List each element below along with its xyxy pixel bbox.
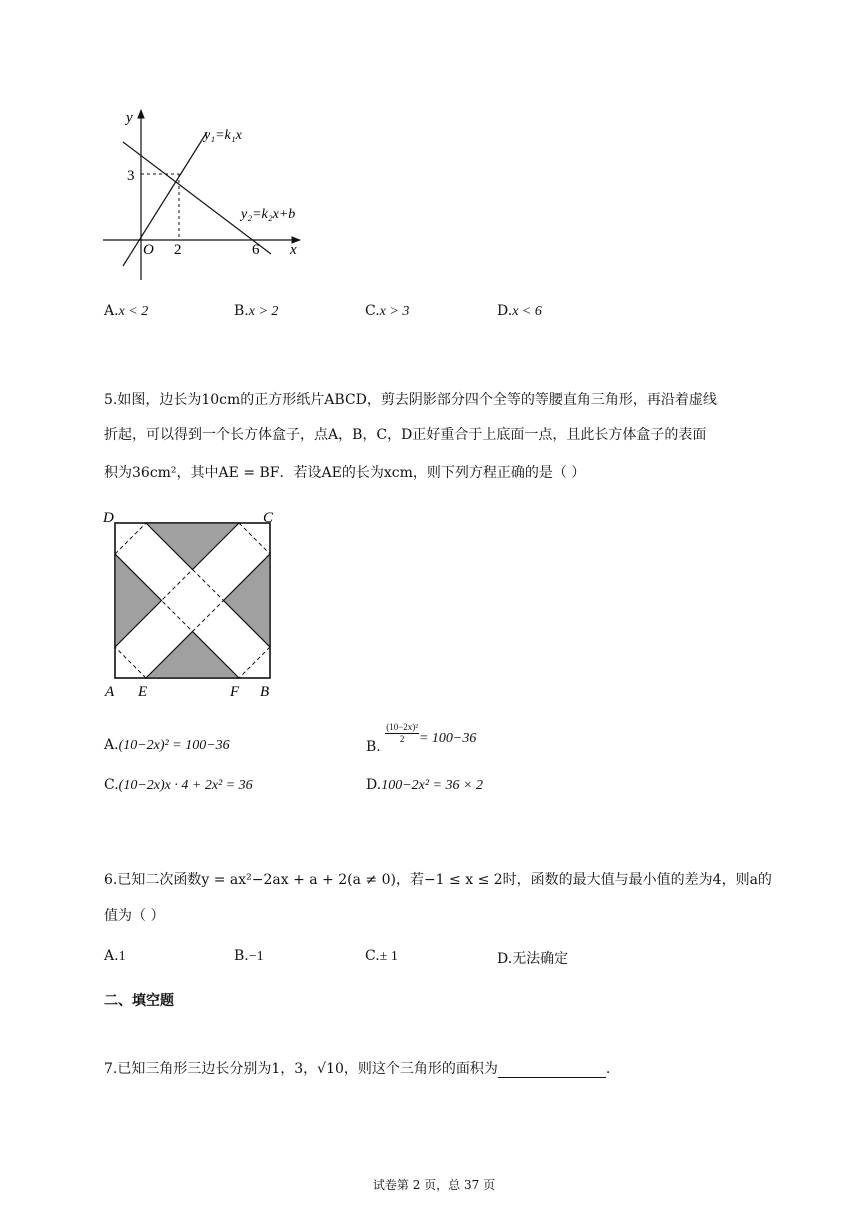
tick-y-3: 3 <box>127 168 135 184</box>
label-f: F <box>230 684 240 700</box>
q4-option-b: B.x > 2 <box>234 303 279 319</box>
page-footer: 试卷第 2 页，总 37 页 <box>372 1178 496 1192</box>
tick-x-6: 6 <box>252 242 260 258</box>
q4-graph <box>95 104 310 284</box>
q5-option-b: B. $\frac{\text{(10−2x)²}}{2}$ = 100−36 <box>366 722 477 755</box>
label-a: A <box>105 684 115 700</box>
frac-num: (10−2x)² <box>386 722 418 732</box>
q6-option-c: C.± 1 <box>365 948 398 964</box>
q4-option-a: A.x < 2 <box>104 303 149 319</box>
tick-x-2: 2 <box>174 242 182 258</box>
y-axis-label: y <box>126 110 133 126</box>
dash-fold-2 <box>239 523 270 554</box>
origin-label: O <box>143 242 154 258</box>
q5-line-1: 5.如图，边长为10cm的正方形纸片ABCD，剪去阴影部分四个全等的等腰直角三角形，再沿着虚线 <box>104 392 717 408</box>
line2-label: y₂=k₂x+b <box>241 207 296 222</box>
q5-option-c: C.(10−2x)x · 4 + 2x² = 36 <box>104 777 253 793</box>
q5-line-3: 积为36cm²，其中AE = BF．若设AE的长为xcm，则下列方程正确的是（ ） <box>104 465 586 481</box>
label-c: C <box>263 510 274 526</box>
q4-option-d: D.x < 6 <box>497 303 542 319</box>
line1-label: y₁=k₁x <box>204 128 242 143</box>
section-title: 二、填空题 <box>104 993 174 1009</box>
answer-blank[interactable] <box>498 1063 606 1078</box>
label-e: E <box>138 684 148 700</box>
q5-option-a: A.(10−2x)² = 100−36 <box>104 737 230 753</box>
q5-option-b-fraction <box>385 722 419 745</box>
dash-inner <box>162 570 224 632</box>
frac-den: 2 <box>399 734 405 744</box>
label-d: D <box>103 510 114 526</box>
shade-left <box>115 554 162 647</box>
dash-fold-3 <box>239 647 270 678</box>
q5-figure <box>100 505 285 705</box>
q6-option-d: D.无法确定 <box>497 951 569 967</box>
label-b: B <box>260 684 270 700</box>
line-y2 <box>123 142 271 254</box>
q7-line: 7.已知三角形三边长分别为1，3，√10，则这个三角形的面积为 . <box>104 1061 611 1077</box>
q6-line-2: 值为（ ） <box>104 908 165 924</box>
q6-option-a: A.1 <box>104 948 126 964</box>
q6-line-1: 6.已知二次函数y = ax²−2ax + a + 2(a ≠ 0)，若−1 ≤ x ≤ 2时，函数的最大值与最小值的差为4，则a的 <box>104 872 772 888</box>
shade-right <box>224 554 271 647</box>
q5-option-d: D.100−2x² = 36 × 2 <box>366 777 483 793</box>
q4-option-c: C.x > 3 <box>365 303 410 319</box>
x-axis-label: x <box>290 242 297 258</box>
dash-fold-1 <box>115 523 146 554</box>
dash-fold-4 <box>115 647 146 678</box>
shade-top <box>146 523 239 570</box>
q5-line-2: 折起，可以得到一个长方体盒子，点A，B，C，D正好重合于上底面一点，且此长方体盒子的表面 <box>104 427 707 443</box>
q6-option-b: B.−1 <box>234 948 264 964</box>
shade-bottom <box>146 632 239 679</box>
